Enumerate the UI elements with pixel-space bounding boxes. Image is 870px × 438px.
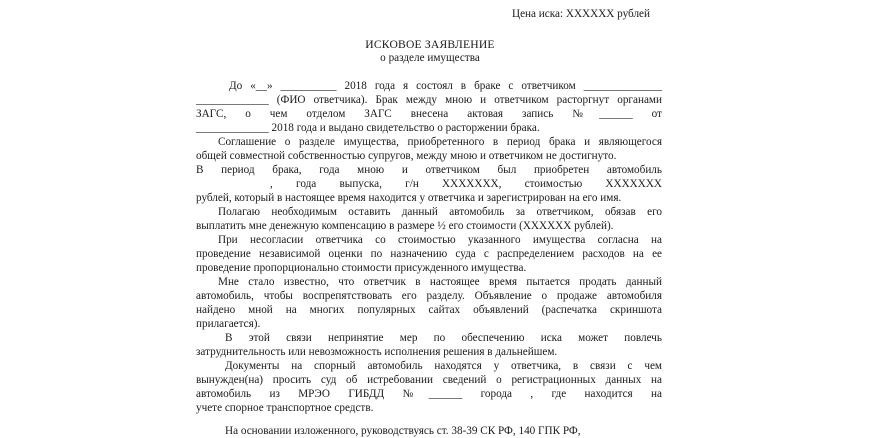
text-line: На основании изложенного, руководствуясь ст. 38-39 СК РФ, 140 ГПК РФ, [225, 425, 581, 437]
text-line: ЗАГС, о чем отделом ЗАГС внесена актовая запись №______ от [196, 108, 662, 120]
text-line: рублей, который в настоящее время находится у ответчика и зарегистрирован на его имя. [196, 192, 622, 204]
claim-price: Цена иска: ХХХХХХ рублей [512, 8, 650, 20]
text-line: Документы на спорный автомобиль находятся у ответчика, в связи с чем [225, 360, 662, 372]
text-line: Полагаю необходимым оставить данный автомобиль за ответчиком, обязав его [218, 206, 662, 218]
text-line: В этой связи непринятие мер по обеспечению иска может повлечь [225, 332, 662, 344]
text-line: проведение пропорционально стоимости присужденного имущества. [196, 262, 527, 274]
text-line: _____________ (ФИО ответчика). Брак между мною и ответчиком расторгнут органами [196, 94, 662, 106]
text-line: автомобиль из МРЭО ГИБДД №______ города , где находится на [196, 388, 662, 400]
text-line: При несогласии ответчика со стоимостью указанного имущества согласна на [218, 234, 662, 246]
text-line: найдено мной на многих популярных сайтах объявлений (распечатка скриншота [196, 304, 662, 316]
text-line: учете спорное транспортное средств. [196, 402, 374, 414]
text-line: В период брака, года мною и ответчиком был приобретен автомобиль [196, 164, 662, 176]
text-line: Соглашение о разделе имущества, приобретенного в период брака и являющегося [218, 136, 662, 148]
text-line: выплатить мне денежную компенсацию в размере ½ его стоимости (ХХХХХХ рублей). [196, 220, 614, 232]
text-line: Мне стало известно, что ответчик в настоящее время пытается продать данный [218, 276, 662, 288]
document-title: ИСКОВОЕ ЗАЯВЛЕНИЕ [365, 38, 495, 51]
text-line: общей совместной собственностью супругов, между мною и ответчиком не достигнуто. [196, 150, 617, 162]
text-line: прилагается). [196, 318, 261, 330]
text-line: вынужден(на) просить суд об истребовании сведений о регистрационных данных на [196, 374, 662, 386]
text-line: До «__» __________ 2018 года я состоял в браке с ответчиком ______________ [229, 80, 662, 92]
text-line: затруднительность или невозможность исполнения решения в дальнейшем. [196, 346, 558, 358]
text-line: автомобиль, чтобы воспрепятствовать его разделу. Объявление о продаже автомобиля [196, 290, 662, 302]
text-line: _____________ 2018 года и выдано свидетельство о расторжении брака. [196, 122, 540, 134]
document-subtitle: о разделе имущества [380, 52, 480, 64]
text-line: , года выпуска, г/н ХХХХХХХ, стоимостью ХХХХХХХ [270, 178, 662, 190]
text-line: проведение независимой оценки по назначению суда с распределением расходов на ее [196, 248, 662, 260]
